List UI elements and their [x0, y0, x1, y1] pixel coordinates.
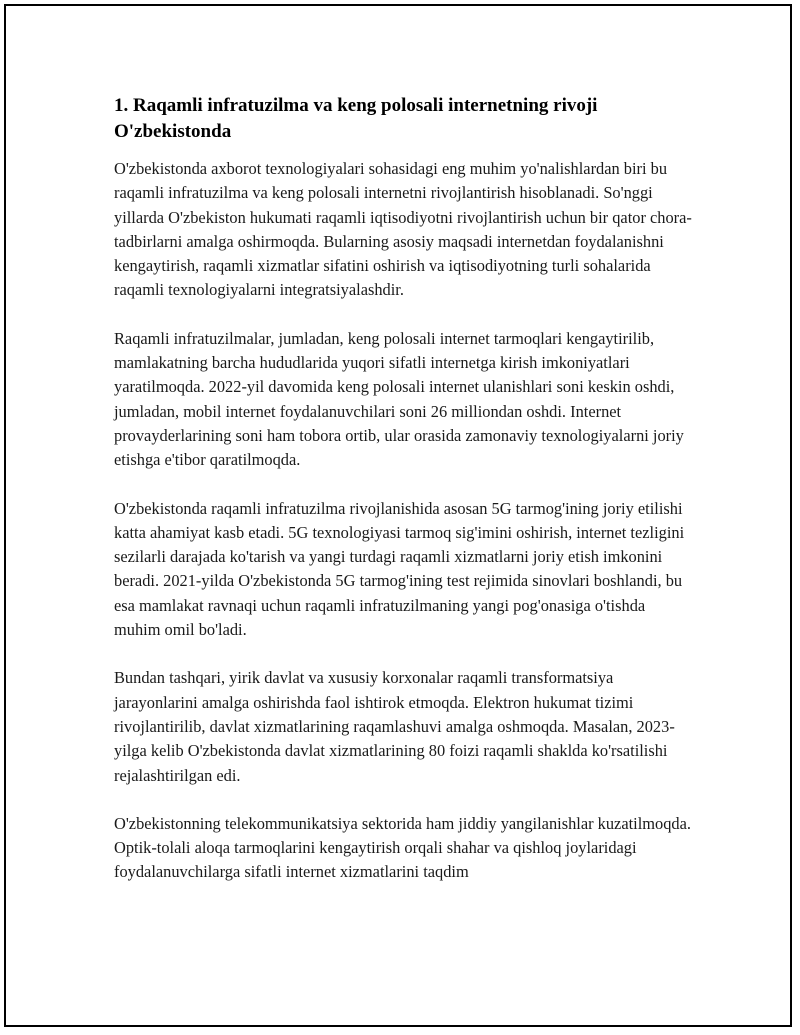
paragraph-2: Raqamli infratuzilmalar, jumladan, keng polosali internet tarmoqlari kengaytirilib, mamlakatning barcha hududlarida yuqori sifatli internetga kirish imkoniyatlari yaratilmoqda. 2022-yil davomida keng polosali internet ulanishlari soni keskin oshdi, jumladan, mobil internet foydalanuvchilari soni 26 milliondan oshdi. Internet provayderlarining soni ham tobora ortib, ular orasida zamonaviy texnologiyalarni joriy etishga e'tibor qaratilmoqda. [114, 328, 684, 470]
paragraph-1: O'zbekistonda axborot texnologiyalari sohasidagi eng muhim yo'nalishlardan biri bu raqamli infratuzilma va keng polosali internetni rivojlantirish hisoblanadi. So'nggi yillarda O'zbekiston hukumati raqamli iqtisodiyotni rivojlantirish uchun bir qator chora-tadbirlarni amalga oshirmoqda. Bularning asosiy maqsadi internetdan foydalanishni kengaytirish, raqamli xizmatlar sifatini oshirish va iqtisodiyotning turli sohalarida raqamli texnologiyalarni integratsiyalashdir. [114, 159, 692, 300]
paragraph-3: O'zbekistonda raqamli infratuzilma rivojlanishida asosan 5G tarmog'ining joriy etilishi katta ahamiyat kasb etadi. 5G texnologiyasi tarmoq sig'imini oshirish, internet tezligini sezilarli darajada ko'tarish va yangi turdagi raqamli xizmatlarni joriy etish imkonini beradi. 2021-yilda O'zbekistonda 5G tarmog'ining test rejimida sinovlari boshlandi, bu esa mamlakat ravnaqi uchun raqamli infratuzilmaning yangi pog'onasiga o'tishda muhim omil bo'ladi. [114, 498, 685, 640]
document-body [114, 93, 694, 909]
section-title: 1. Raqamli infratuzilma va keng polosali internetning rivoji O'zbekistonda [114, 95, 598, 142]
paragraph-4: Bundan tashqari, yirik davlat va xususiy korxonalar raqamli transformatsiya jarayonlarini amalga oshirishda faol ishtirok etmoqda. Elektron hukumat tizimi rivojlantirilib, davlat xizmatlarining raqamlashuvi amalga oshmoqda. Masalan, 2023-yilga kelib O'zbekistonda davlat xizmatlarining 80 foizi raqamli shaklda ko'rsatilishi rejalashtirilgan edi. [114, 668, 675, 785]
paragraph-5: O'zbekistonning telekommunikatsiya sektorida ham jiddiy yangilanishlar kuzatilmoqda. Optik-tolali aloqa tarmoqlarini kengaytirish orqali shahar va qishloq joylaridagi foydalanuvchilarga sifatli internet xizmatlarini taqdim [114, 813, 691, 882]
